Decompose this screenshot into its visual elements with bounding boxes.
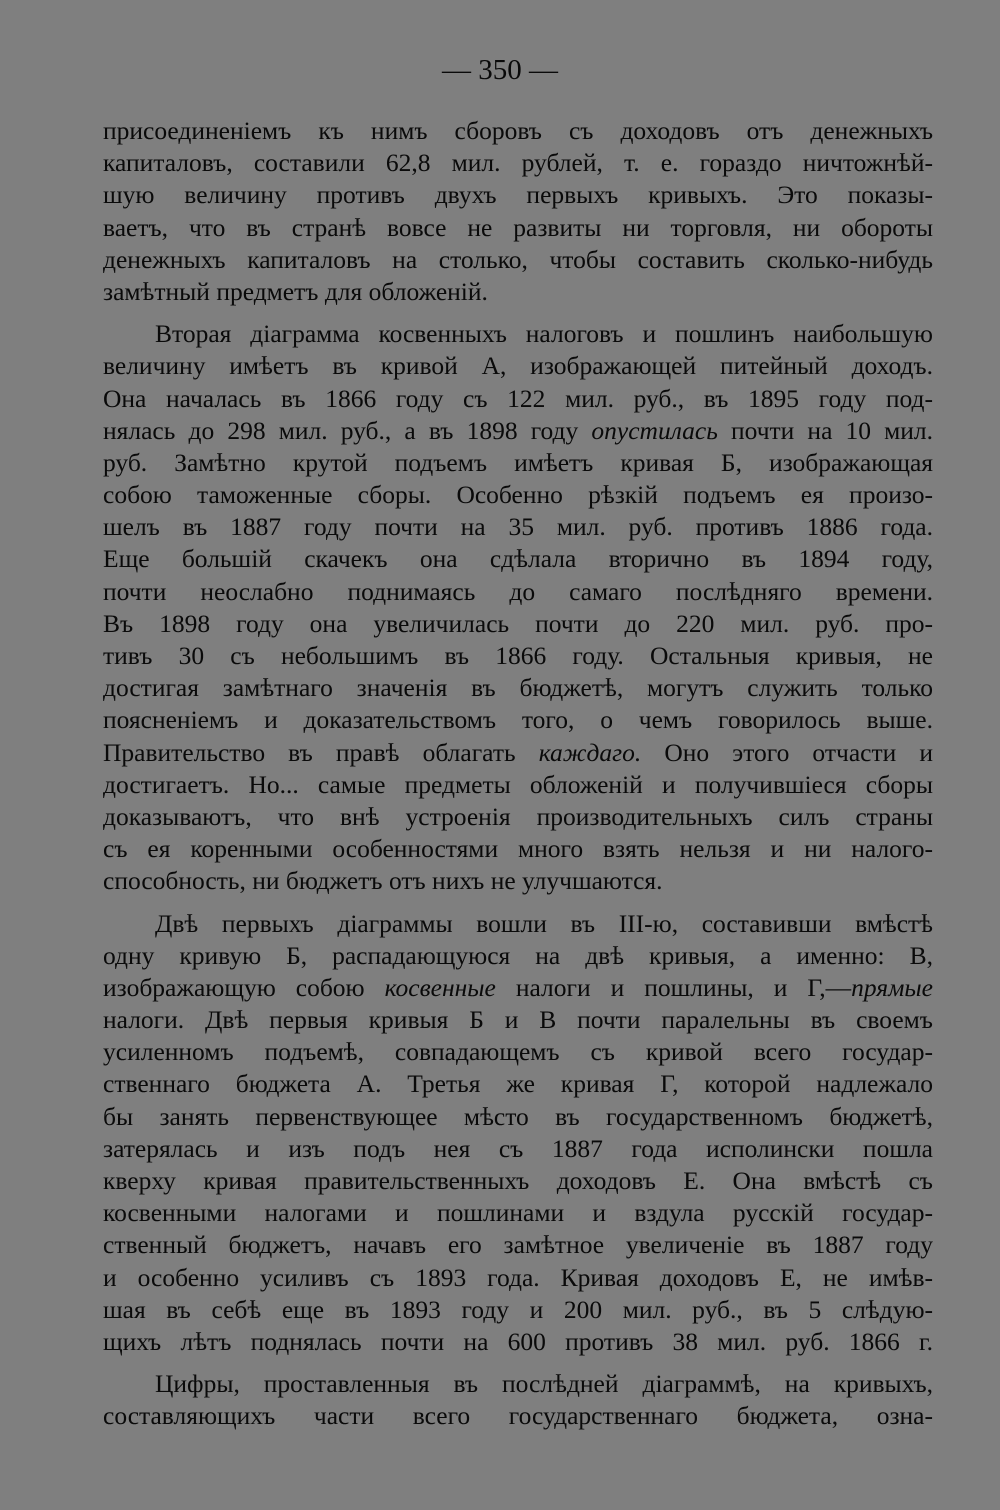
text-line: капиталовъ, составили 62,8 мил. рублей, т. е. гораздо ничтожнѣй- <box>103 148 933 178</box>
italic-emphasis: каждаго. <box>538 737 642 767</box>
text-line: Еще большій скачекъ она сдѣлала вторично въ 1894 году, <box>103 544 933 574</box>
text-segment: почти на 10 мил. <box>730 415 933 445</box>
text-line: почти неослабно поднимаясь до самаго послѣдняго времени. <box>103 576 933 606</box>
text-line: Двѣ первыхъ діаграммы вошли въ III-ю, составивши вмѣстѣ <box>155 908 933 938</box>
text-line: замѣтный предметъ для обложеній. <box>103 276 488 306</box>
page-body <box>103 115 933 1433</box>
text-line: достигаетъ. Но... самые предметы обложеній и получившіеся сборы <box>103 769 933 799</box>
text-segment: Оно этого отчасти и <box>664 737 933 767</box>
italic-emphasis: опустилась <box>591 415 718 445</box>
paragraph-2 <box>103 318 933 897</box>
text-line: съ ея коренными особенностями много взять нельзя и ни налого- <box>103 834 933 864</box>
text-segment: нялась до 298 мил. руб., а въ 1898 году <box>103 415 579 445</box>
text-line: налоги. Двѣ первыя кривыя Б и В почти паралельны въ своемъ <box>103 1005 933 1035</box>
text-line: величину имѣетъ въ кривой А, изображающей питейный доходъ. <box>103 351 933 381</box>
text-segment: Правительство въ правѣ облагать <box>103 737 516 767</box>
text-line: шелъ въ 1887 году почти на 35 мил. руб. противъ 1886 года. <box>103 512 933 542</box>
text-line: Цифры, проставленныя въ послѣдней діаграммѣ, на кривыхъ, <box>155 1369 933 1399</box>
text-line: доказываютъ, что внѣ устроенія производительныхъ силъ страны <box>103 801 933 831</box>
text-line: затерялась и изъ подъ нея съ 1887 года исполински пошла <box>103 1133 933 1163</box>
text-line: шая въ себѣ еще въ 1893 году и 200 мил. руб., въ 5 слѣдую- <box>103 1294 933 1324</box>
text-line: денежныхъ капиталовъ на столько, чтобы составить сколько-нибудь <box>103 244 933 274</box>
text-line: ваетъ, что въ странѣ вовсе не развиты ни торговля, ни обороты <box>103 212 933 242</box>
text-line: и особенно усиливъ съ 1893 года. Кривая доходовъ Е, не имѣв- <box>103 1262 933 1292</box>
paragraph-3 <box>103 908 933 1359</box>
text-line: ственный бюджетъ, начавъ его замѣтное увеличеніе въ 1887 году <box>103 1230 933 1260</box>
text-line: Въ 1898 году она увеличилась почти до 220 мил. руб. про- <box>103 608 933 638</box>
text-line: достигая замѣтнаго значенія въ бюджетѣ, могутъ служить только <box>103 673 933 703</box>
text-line: Она началась въ 1866 году съ 122 мил. руб., въ 1895 году под- <box>103 383 933 413</box>
text-line: усиленномъ подъемѣ, совпадающемъ съ кривой всего государ- <box>103 1037 933 1067</box>
page-number: — 350 — <box>442 54 558 86</box>
text-segment: налоги и пошлины, и Г,— <box>515 972 852 1002</box>
text-line: одну кривую Б, распадающуюся на двѣ кривыя, а именно: В, <box>103 940 933 970</box>
paragraph-1 <box>103 115 933 308</box>
italic-emphasis: прямые <box>851 972 933 1002</box>
text-line <box>103 415 933 447</box>
text-line: ственнаго бюджета А. Третья же кривая Г, которой надлежало <box>103 1069 933 1099</box>
text-line: шую величину противъ двухъ первыхъ кривыхъ. Это показы- <box>103 180 933 210</box>
text-line: Вторая діаграмма косвенныхъ налоговъ и пошлинъ наибольшую <box>155 319 933 349</box>
text-line <box>103 972 933 1004</box>
paragraph-4 <box>103 1368 933 1432</box>
text-line: способность, ни бюджетъ отъ нихъ не улучшаются. <box>103 866 663 896</box>
text-line: щихъ лѣтъ поднялась почти на 600 противъ 38 мил. руб. 1866 г. <box>103 1326 933 1356</box>
text-line: поясненіемъ и доказательствомъ того, о чемъ говорилось выше. <box>103 705 933 735</box>
text-line: составляющихъ части всего государственнаго бюджета, озна- <box>103 1401 933 1431</box>
text-line <box>103 737 933 769</box>
text-line: косвенными налогами и пошлинами и вздула русскій государ- <box>103 1198 933 1228</box>
text-line: руб. Замѣтно крутой подъемъ имѣетъ кривая Б, изображающая <box>103 447 933 477</box>
text-line: собою таможенные сборы. Особенно рѣзкій подъемъ ея произо- <box>103 480 933 510</box>
text-segment: изображающую собою <box>103 972 365 1002</box>
italic-emphasis: косвенные <box>384 972 496 1002</box>
text-line: кверху кривая правительственныхъ доходовъ Е. Она вмѣстѣ съ <box>103 1166 933 1195</box>
text-line: присоединеніемъ къ нимъ сборовъ съ доходовъ отъ денежныхъ <box>103 116 933 145</box>
text-line: бы занять первенствующее мѣсто въ государственномъ бюджетѣ, <box>103 1101 933 1131</box>
text-line: тивъ 30 съ небольшимъ въ 1866 году. Остальныя кривыя, не <box>103 641 933 670</box>
